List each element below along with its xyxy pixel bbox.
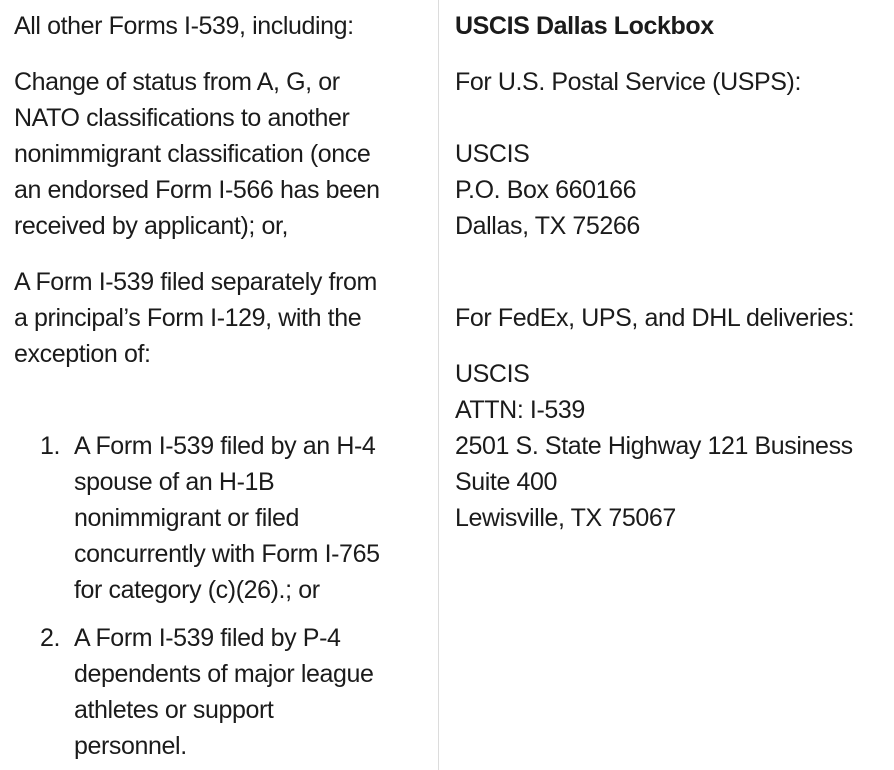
address-line: Dallas, TX 75266 — [455, 212, 640, 240]
address-line: 2501 S. State Highway 121 Business — [455, 432, 853, 460]
address-column — [439, 0, 894, 770]
eligibility-heading: All other Forms I-539, including: — [14, 12, 354, 40]
list-item — [40, 428, 438, 608]
text-line: NATO classifications to another — [14, 104, 350, 132]
text-line: exception of: — [14, 340, 151, 368]
list-number: 2. — [40, 624, 61, 652]
eligibility-paragraph-2 — [14, 264, 438, 372]
text-line: athletes or support — [74, 696, 274, 724]
text-line: a principal’s Form I-129, with the — [14, 304, 362, 332]
usps-address — [455, 136, 894, 244]
address-line: USCIS — [455, 140, 530, 168]
address-line: USCIS — [455, 360, 530, 388]
text-line: nonimmigrant or filed — [74, 504, 300, 532]
text-line: received by applicant); or, — [14, 212, 289, 240]
text-line: A Form I-539 filed by an H-4 — [74, 432, 376, 460]
text-line: A Form I-539 filed by P-4 — [74, 624, 341, 652]
text-line: concurrently with Form I-765 — [74, 540, 380, 568]
list-number: 1. — [40, 432, 61, 460]
address-line: P.O. Box 660166 — [455, 176, 637, 204]
text-line: personnel. — [74, 732, 187, 760]
address-line: Lewisville, TX 75067 — [455, 504, 676, 532]
exception-list — [14, 428, 438, 764]
text-line: for category (c)(26).; or — [74, 576, 320, 604]
text-line: dependents of major league — [74, 660, 374, 688]
eligibility-paragraph-1 — [14, 64, 438, 244]
address-line: Suite 400 — [455, 468, 558, 496]
address-line: ATTN: I-539 — [455, 396, 585, 424]
text-line: A Form I-539 filed separately from — [14, 268, 377, 296]
text-line: nonimmigrant classification (once — [14, 140, 371, 168]
list-item — [40, 620, 438, 764]
eligibility-column — [0, 0, 439, 770]
text-line: Change of status from A, G, or — [14, 68, 340, 96]
courier-label: For FedEx, UPS, and DHL deliveries: — [455, 304, 855, 332]
usps-label: For U.S. Postal Service (USPS): — [455, 68, 802, 96]
lockbox-title: USCIS Dallas Lockbox — [455, 12, 714, 40]
text-line: an endorsed Form I-566 has been — [14, 176, 380, 204]
courier-address — [455, 356, 894, 536]
text-line: spouse of an H-1B — [74, 468, 275, 496]
